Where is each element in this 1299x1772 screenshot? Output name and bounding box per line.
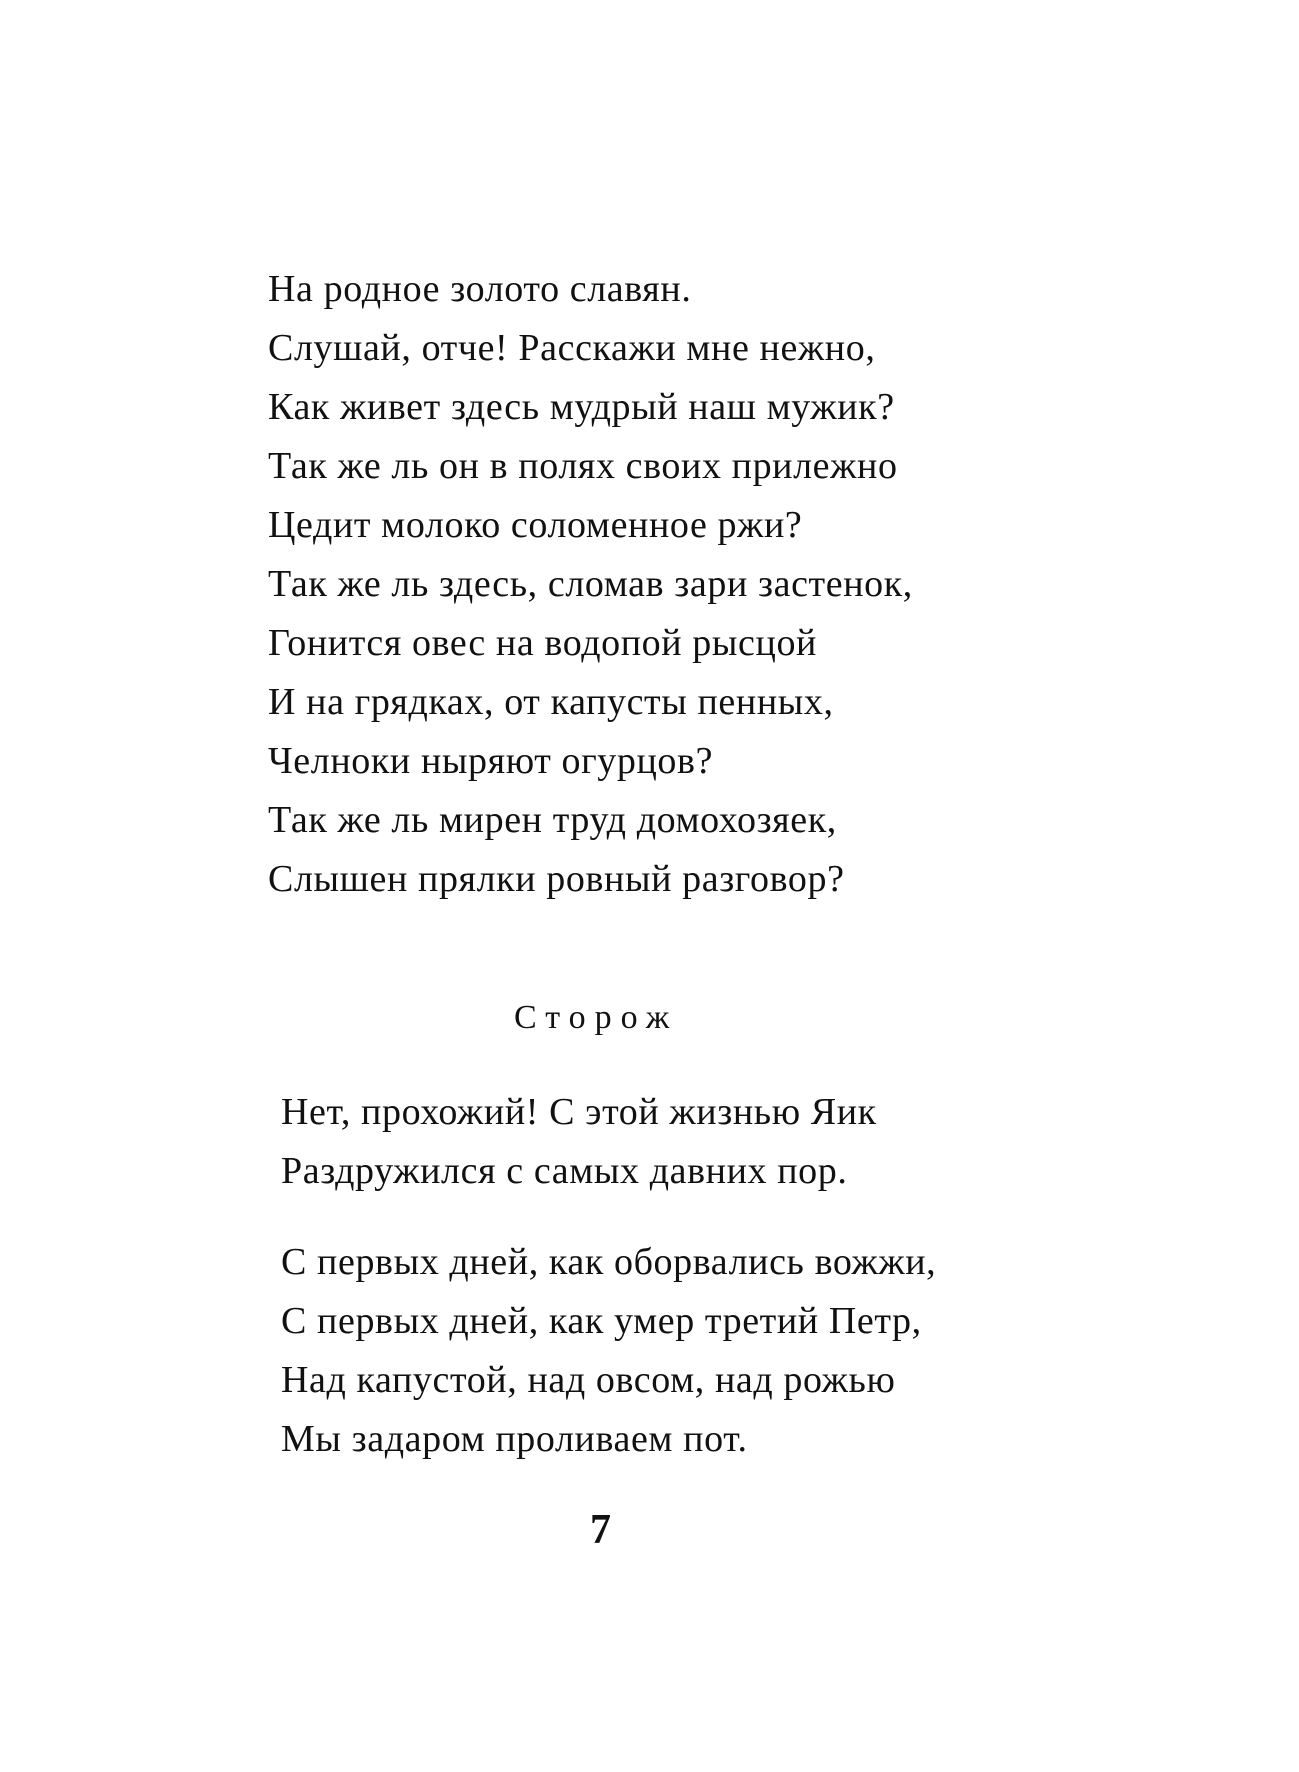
- poem-line: Слышен прялки ровный разговор?: [268, 858, 845, 900]
- poem-line: Раздружился с самых давних пор.: [281, 1150, 848, 1192]
- poem-line: С первых дней, как оборвались вожжи,: [281, 1241, 937, 1283]
- poem-line: Как живет здесь мудрый наш мужик?: [268, 386, 895, 428]
- poem-line: Слушай, отче! Расскажи мне нежно,: [268, 327, 876, 369]
- poem-line: Нет, прохожий! С этой жизнью Яик: [281, 1091, 877, 1133]
- poem-line: Над капустой, над овсом, над рожью: [281, 1359, 896, 1401]
- poem-line: Так же ль мирен труд домохозяек,: [268, 799, 837, 841]
- poem-line: Гонится овес на водопой рысцой: [268, 622, 817, 664]
- poem-line: На родное золото славян.: [268, 268, 692, 310]
- poem-line: Цедит молоко соломенное ржи?: [268, 504, 803, 546]
- page-number: 7: [590, 1507, 611, 1553]
- poem-line: Мы задаром проливаем пот.: [281, 1418, 748, 1460]
- poem-line: С первых дней, как умер третий Петр,: [281, 1300, 922, 1342]
- poem-stanza-2: [281, 1083, 877, 1201]
- poem-line: Так же ль здесь, сломав зари застенок,: [268, 563, 913, 605]
- speaker-name: Сторож: [514, 999, 679, 1036]
- poem-stanza-1: [268, 260, 913, 909]
- poem-line: И на грядках, от капусты пенных,: [268, 681, 834, 723]
- poem-line: Челноки ныряют огурцов?: [268, 740, 714, 782]
- poem-stanza-3: [281, 1233, 936, 1469]
- poem-line: Так же ль он в полях своих прилежно: [268, 445, 898, 487]
